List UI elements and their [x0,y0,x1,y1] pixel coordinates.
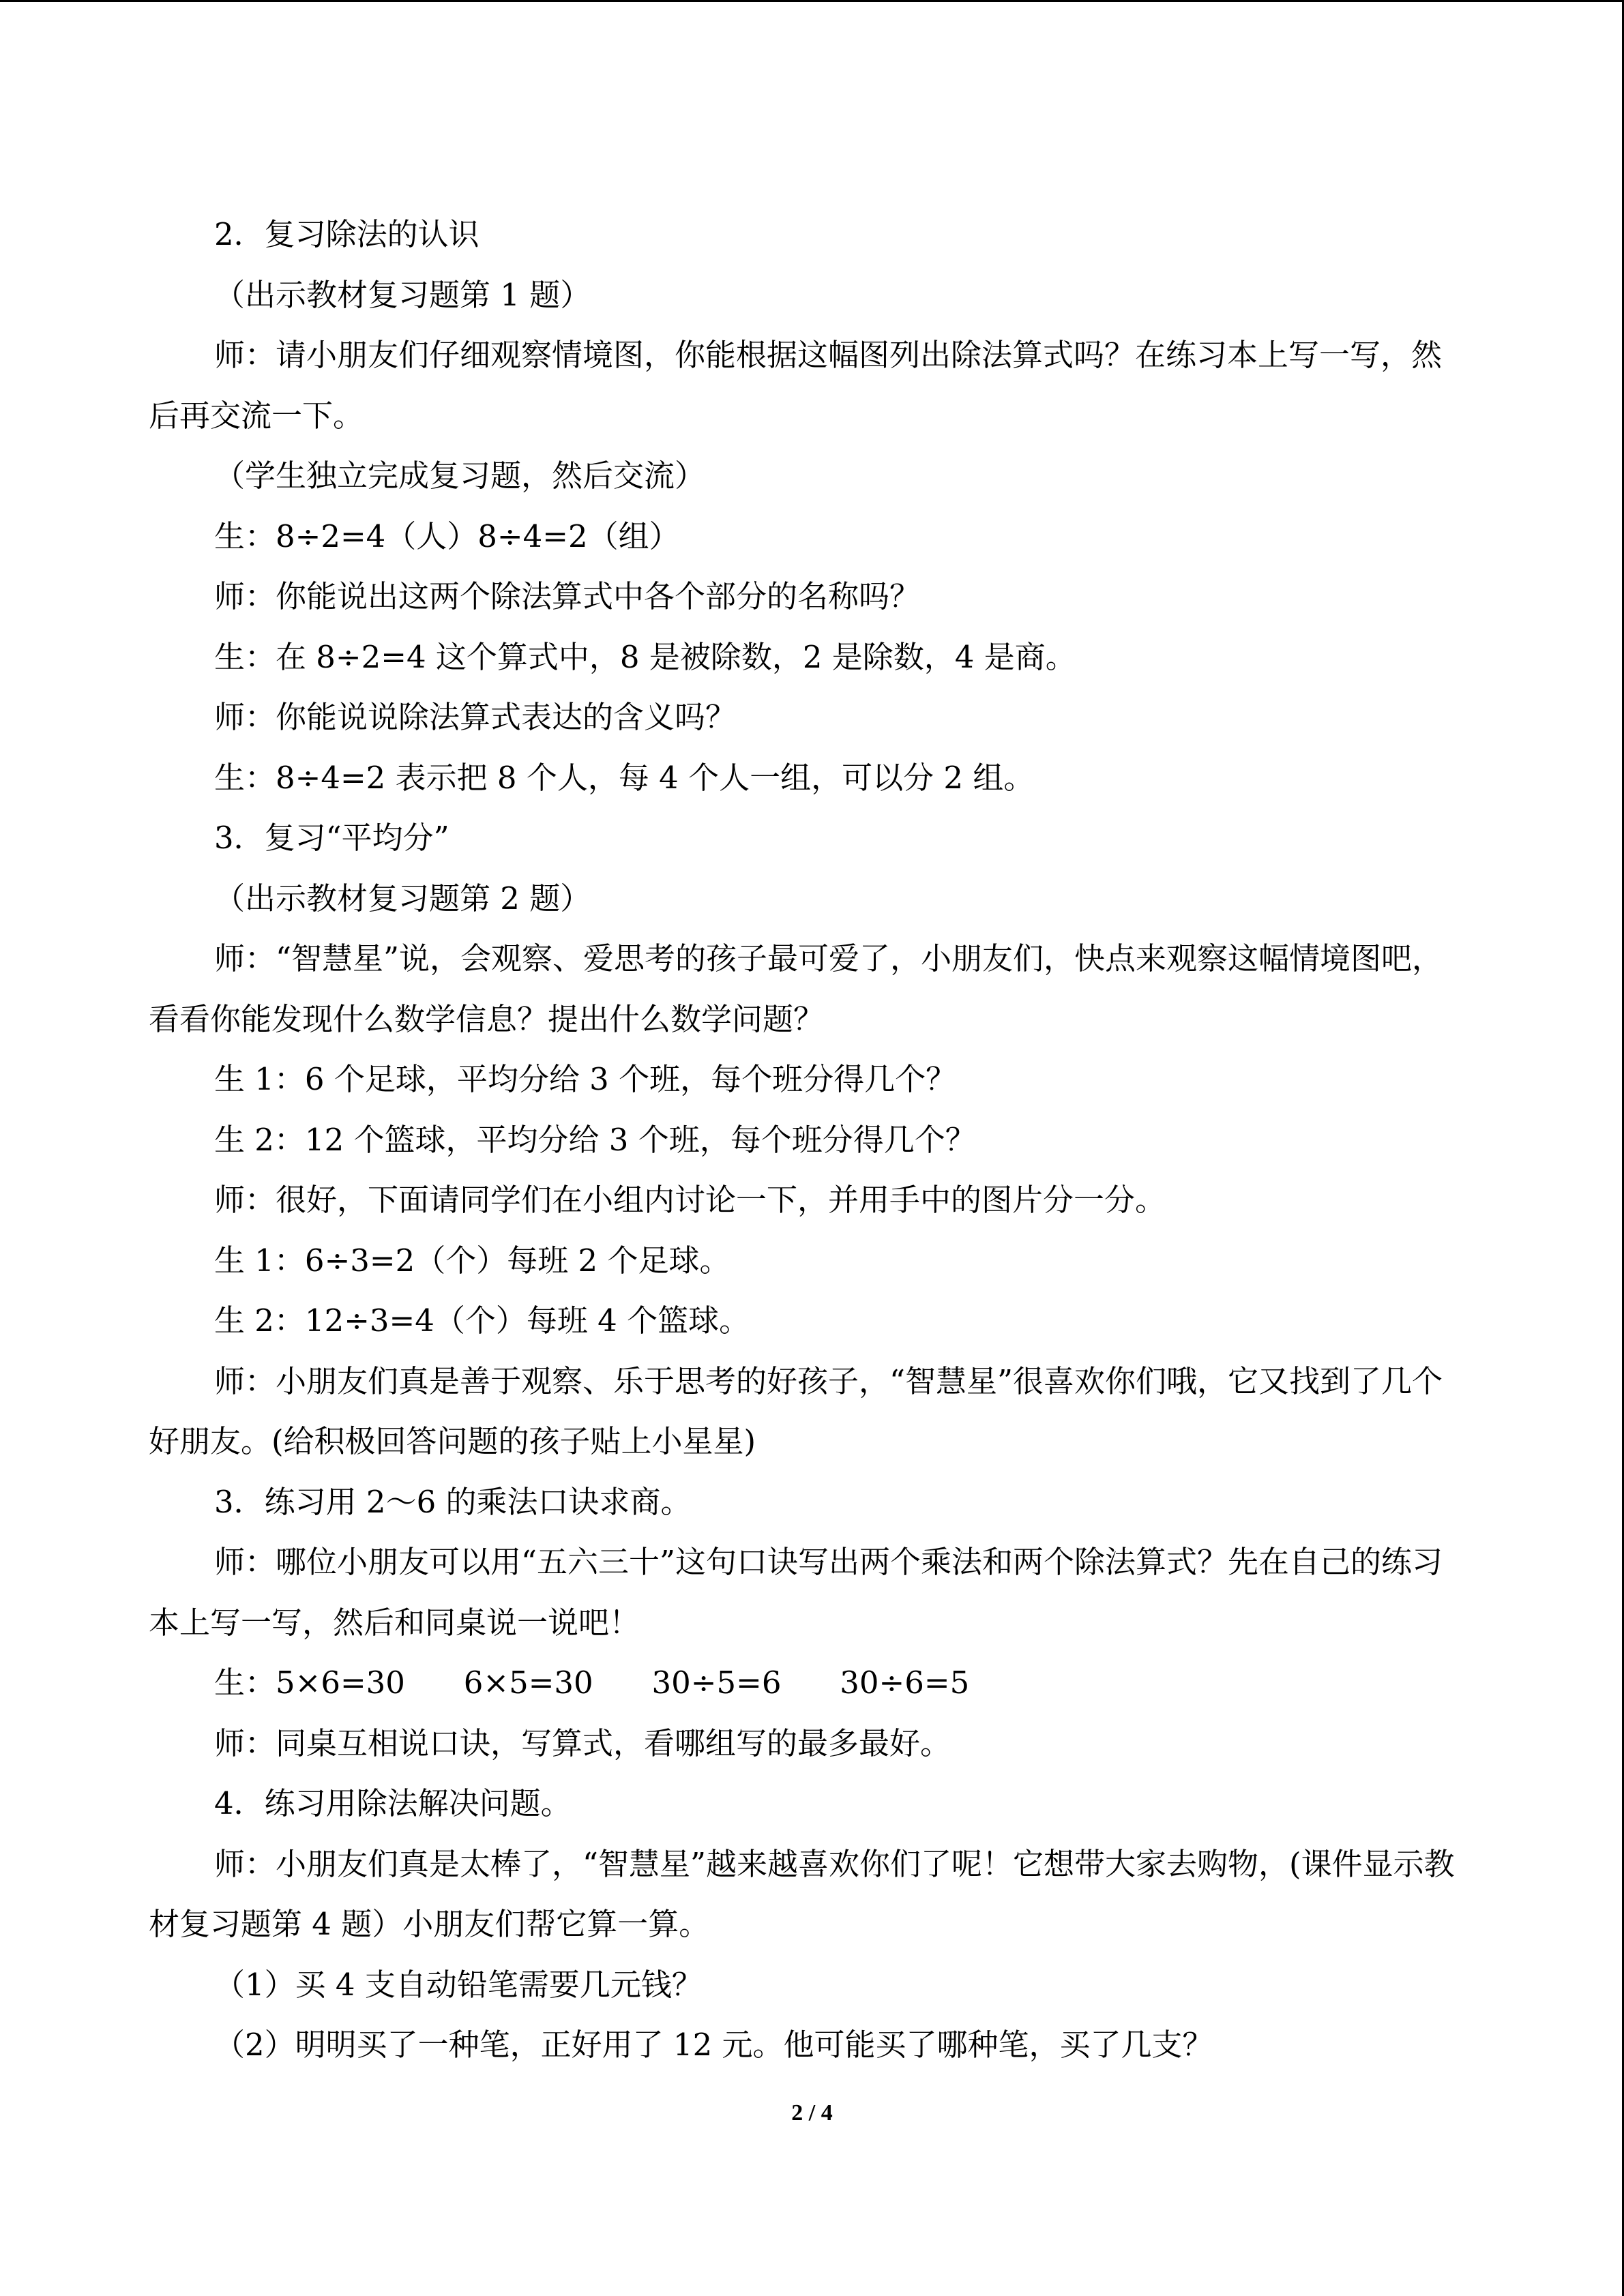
section-heading-average: 3．复习“平均分” [214,820,449,856]
teacher-line: 师：小朋友们真是太棒了，“智慧星”越来越喜欢你们了呢！它想带大家去购物，(课件显示教材复习题第 4 题）小朋友们帮它算一算。 [149,1845,1455,1942]
instruction-note: （出示教材复习题第 2 题） [214,880,591,916]
teacher-line: 师：你能说出这两个除法算式中各个部分的名称吗？ [214,578,921,614]
instruction-note: （学生独立完成复习题，然后交流） [214,458,706,494]
student-line: 生：在 8÷2=4 这个算式中，8 是被除数，2 是除数，4 是商。 [214,638,1076,675]
question-item: （2）明明买了一种笔，正好用了 12 元。他可能买了哪种笔，买了几支？ [214,2027,1213,2063]
top-border-rule [0,0,1624,2]
page-number: 2 / 4 [791,2100,833,2126]
student-line: 生 1：6 个足球，平均分给 3 个班，每个班分得几个？ [214,1061,957,1097]
teacher-line: 师：小朋友们真是善于观察、乐于思考的好孩子，“智慧星”很喜欢你们哦，它又找到了几个好朋友。(给积极回答问题的孩子贴上小星星) [149,1362,1443,1459]
student-line: 生：8÷4=2 表示把 8 个人，每 4 个人一组，可以分 2 组。 [214,759,1035,796]
student-line: 生 2：12÷3=4（个）每班 4 个篮球。 [214,1302,750,1339]
teacher-line: 师：“智慧星”说，会观察、爱思考的孩子最可爱了，小朋友们，快点来观察这幅情境图吧，看看你能发现什么数学信息？提出什么数学问题？ [149,940,1443,1037]
section-heading-division: 2．复习除法的认识 [214,216,479,252]
instruction-note: （出示教材复习题第 1 题） [214,276,591,313]
student-line: 生 2：12 个篮球，平均分给 3 个班，每个班分得几个？ [214,1121,976,1158]
teacher-line: 师：同桌互相说口诀，写算式，看哪组写的最多最好。 [214,1725,951,1761]
student-line: 生 1：6÷3=2（个）每班 2 个足球。 [214,1242,730,1279]
teacher-line: 师：哪位小朋友可以用“五六三十”这句口诀写出两个乘法和两个除法算式？先在自己的练习本上写一写，然后和同桌说一说吧！ [149,1544,1443,1641]
question-item: （1）买 4 支自动铅笔需要几元钱？ [214,1966,703,2003]
document-body [149,205,1465,2076]
teacher-line: 师：你能说说除法算式表达的含义吗？ [214,699,737,735]
section-heading-problem-solving: 4．练习用除法解决问题。 [214,1785,572,1821]
student-line: 生：8÷2=4（人）8÷4=2（组） [214,518,680,554]
teacher-line: 师：请小朋友们仔细观察情境图，你能根据这幅图列出除法算式吗？在练习本上写一写，然后再交流一下。 [149,337,1443,434]
teacher-line: 师：很好，下面请同学们在小组内讨论一下，并用手中的图片分一分。 [214,1182,1166,1218]
section-heading-multiplication: 3．练习用 2～6 的乘法口诀求商。 [214,1483,692,1520]
student-line: 生：5×6=30 6×5=30 30÷5=6 30÷6=5 [214,1665,970,1701]
